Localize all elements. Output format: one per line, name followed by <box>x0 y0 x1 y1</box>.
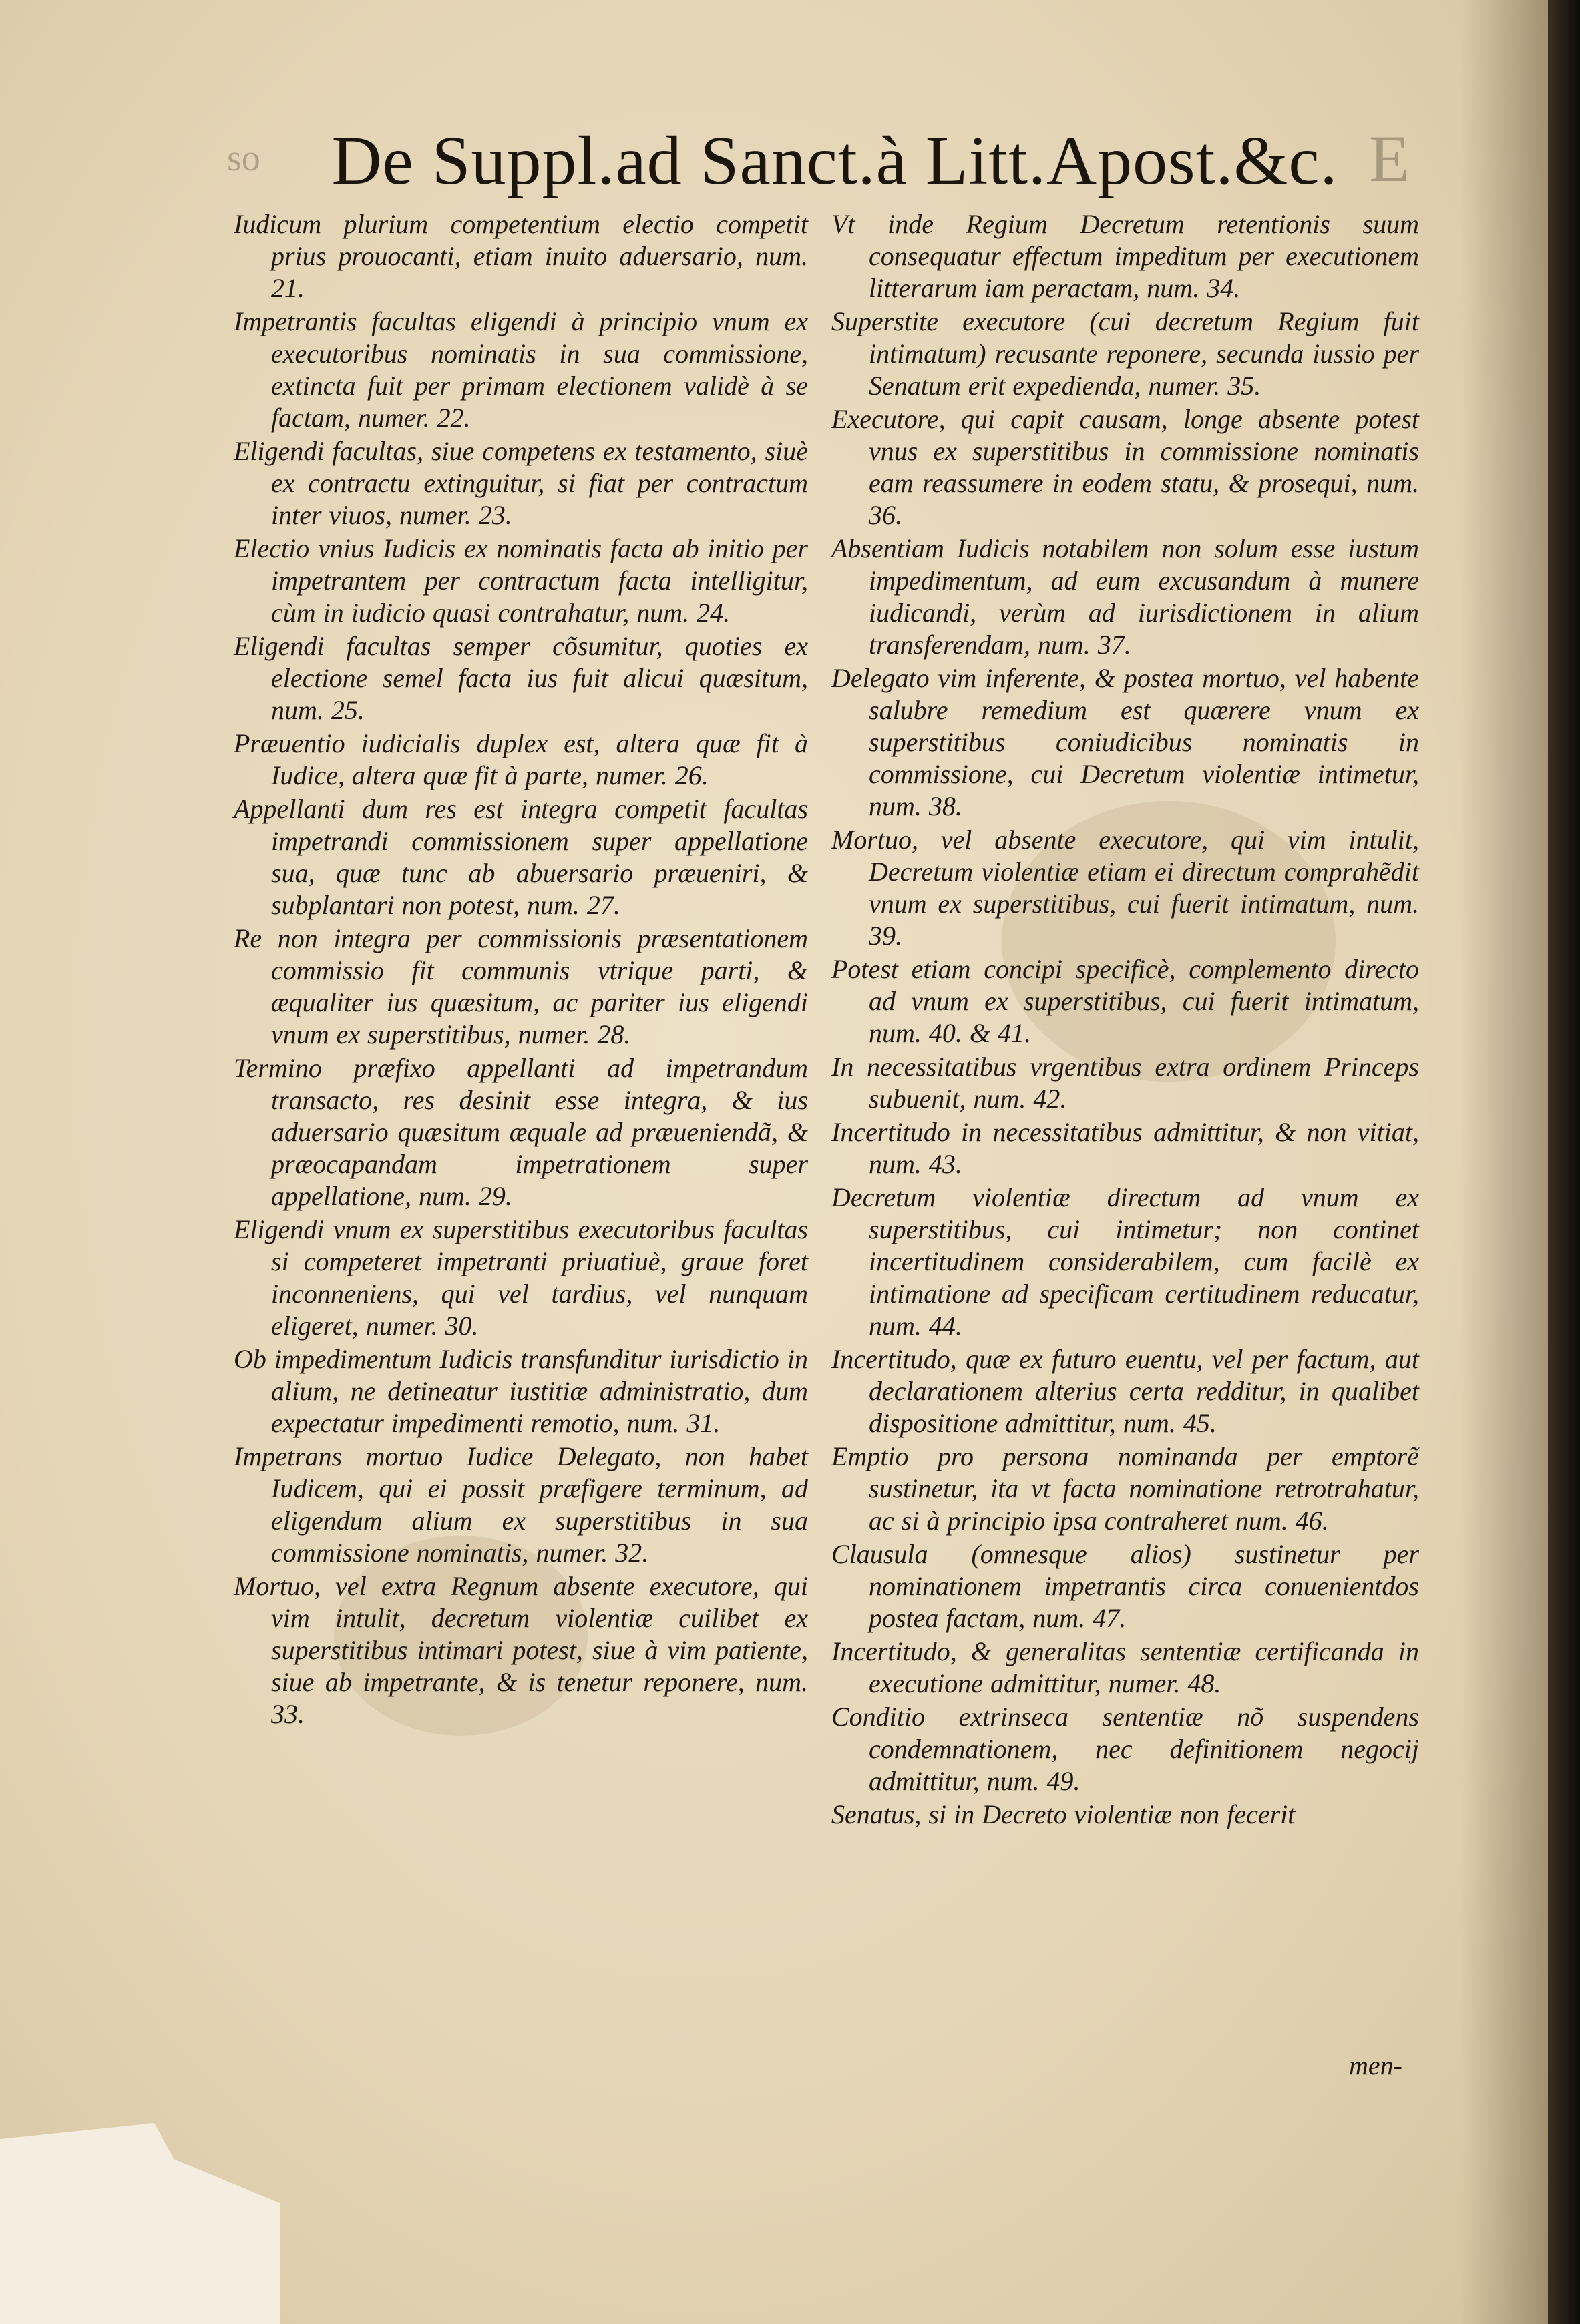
index-entry: Incertitudo in necessitatibus admittitur, & non vitiat, num. 43. <box>831 1117 1419 1179</box>
bleed-through-text-right: E <box>1369 122 1410 196</box>
bleed-through-text-left: so <box>227 138 260 179</box>
index-entry: Electio vnius Iudicis ex nominatis facta ab initio per impetrantem per contractum facta intelligitur, cùm in iudicio quasi contrahatur, num. 24. <box>234 533 808 628</box>
left-column <box>234 208 808 1732</box>
index-entry: Emptio pro persona nominanda per emptorẽ sustinetur, ita vt facta nominatione retrotrahatur, ac si à principio ipsa contraheret num. 46. <box>831 1441 1419 1536</box>
index-entry: Eligendi vnum ex superstitibus executoribus facultas si competeret impetranti priuatiuè, graue foret inconneniens, qui vel tardius, vel nunquam eligeret, numer. 30. <box>234 1214 808 1341</box>
catchword: men- <box>1349 2050 1402 2080</box>
torn-corner <box>0 2123 280 2324</box>
index-entry: Præuentio iudicialis duplex est, altera quæ fit à Iudice, altera quæ fit à parte, numer. 26. <box>234 728 808 790</box>
index-entry: Eligendi facultas, siue competens ex testamento, siuè ex contractu extinguitur, si fiat per contractum inter viuos, numer. 23. <box>234 436 808 530</box>
book-edge <box>1548 0 1580 2324</box>
index-entry: Potest etiam concipi specificè, complemento directo ad vnum ex superstitibus, cui fuerit intimatum, num. 40. & 41. <box>831 954 1419 1048</box>
index-entry: Ob impedimentum Iudicis transfunditur iurisdictio in alium, ne detineatur iustitiæ administratio, dum expectatur impedimenti remotio, num. 31. <box>234 1344 808 1438</box>
index-entry: Incertitudo, & generalitas sententiæ certificanda in executione admittitur, numer. 48. <box>831 1636 1419 1698</box>
index-entry: Clausula (omnesque alios) sustinetur per nominationem impetrantis circa conuenientdos postea factam, num. 47. <box>831 1539 1419 1633</box>
index-entry: Impetrantis facultas eligendi à principio vnum ex executoribus nominatis in sua commissione, extincta fuit per primam electionem validè à se factam, numer. 22. <box>234 306 808 433</box>
index-entry: Incertitudo, quæ ex futuro euentu, vel per factum, aut declarationem alterius certa redditur, in qualibet dispositione admittitur, num. 45. <box>831 1344 1419 1438</box>
index-entry: Delegato vim inferente, & postea mortuo, vel habente salubre remedium est quærere vnum ex superstitibus coniudicibus nominatis in commissione, cui Decretum violentiæ intimetur, num. 38. <box>831 663 1419 821</box>
right-column <box>831 208 1419 1832</box>
index-entry: Impetrans mortuo Iudice Delegato, non habet Iudicem, qui ei possit præfigere terminum, ad eligendum alium ex superstitibus in sua commissione nominatis, numer. 32. <box>234 1441 808 1568</box>
index-entry: Superstite executore (cui decretum Regium fuit intimatum) recusante reponere, secunda iussio per Senatum erit expedienda, numer. 35. <box>831 306 1419 401</box>
spine-shadow <box>1461 0 1548 2324</box>
index-entry: Executore, qui capit causam, longe absente potest vnus ex superstitibus in commissione nominatis eam reassumere in eodem statu, & prosequi, num. 36. <box>831 404 1419 530</box>
index-entry: Vt inde Regium Decretum retentionis suum consequatur effectum impeditum per executionem litterarum iam peractam, num. 34. <box>831 209 1419 303</box>
index-entry: In necessitatibus vrgentibus extra ordinem Princeps subuenit, num. 42. <box>831 1052 1419 1114</box>
index-entry: Mortuo, vel absente executore, qui vim intulit, Decretum violentiæ etiam ei directum comprahẽdit vnum ex superstitibus, cui fuerit intimatum, num. 39. <box>831 825 1419 951</box>
index-entry: Conditio extrinseca sententiæ nõ suspendens condemnationem, nec definitionem negocij admittitur, num. 49. <box>831 1702 1419 1796</box>
index-entry: Iudicum plurium competentium electio competit prius prouocanti, etiam inuito aduersario, num. 21. <box>234 209 808 303</box>
index-entry: Re non integra per commissionis præsentationem commissio fit communis vtrique parti, & æqualiter ius quæsitum, ac pariter ius eligendi vnum ex superstitibus, numer. 28. <box>234 923 808 1050</box>
index-entry: Mortuo, vel extra Regnum absente executore, qui vim intulit, decretum violentiæ cuilibet ex superstitibus intimari potest, siue à vim patiente, siue ab impetrante, & is tenetur reponere, num. 33. <box>234 1571 808 1729</box>
index-entry: Absentiam Iudicis notabilem non solum esse iustum impedimentum, ad eum excusandum à munere iudicandi, verùm ad iurisdictionem in alium transferendam, num. 37. <box>831 533 1419 660</box>
index-entry: Eligendi facultas semper cõsumitur, quoties ex electione semel facta ius fuit alicui quæsitum, num. 25. <box>234 631 808 725</box>
running-header <box>227 113 1442 207</box>
index-entry: Appellanti dum res est integra competit facultas impetrandi commissionem super appellatione sua, quæ tunc ab abuersario præueniri, & subplantari non potest, num. 27. <box>234 794 808 920</box>
index-entry: Decretum violentiæ directum ad vnum ex superstitibus, cui intimetur; non continet incertitudinem considerabilem, cum facilè ex intimatione ad specificam certitudinem reducatur, num. 44. <box>831 1182 1419 1341</box>
index-entry: Termino præfixo appellanti ad impetrandum transacto, res desinit esse integra, & ius aduersario quæsitum æquale ad præueniendã, & præocapandam impetrationem super appellatione, num. 29. <box>234 1053 808 1211</box>
index-entry: Senatus, si in Decreto violentiæ non fecerit <box>831 1799 1296 1829</box>
page-title: De Suppl.ad Sanct.à Litt.Apost.&c. <box>331 122 1338 199</box>
